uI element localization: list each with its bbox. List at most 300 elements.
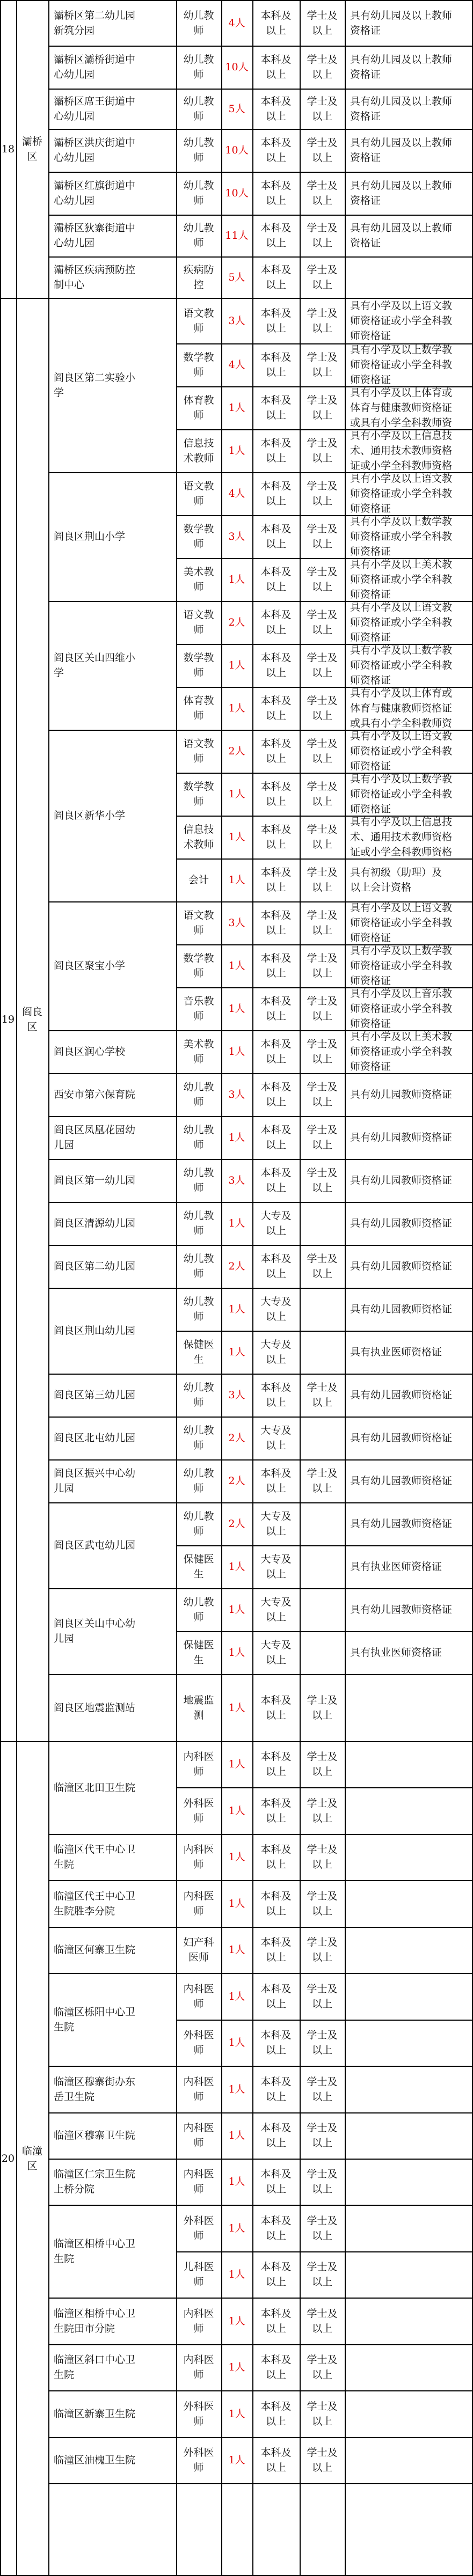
qualification-requirement xyxy=(345,1116,473,1159)
cell-text: 1人 xyxy=(228,1132,245,1143)
cell-text: 具有小学及以上数学教 师资格证或小学全科教 师资格证 xyxy=(350,344,453,386)
headcount xyxy=(221,1245,252,1288)
headcount xyxy=(221,1588,252,1631)
qualification-requirement xyxy=(345,601,473,644)
employer-name xyxy=(48,1073,176,1116)
qualification-requirement xyxy=(345,816,473,858)
cell-text: 幼儿教 师 xyxy=(183,1124,214,1151)
cell-text: 临潼区代王中心卫 生院 xyxy=(54,1844,136,1870)
headcount xyxy=(221,386,252,429)
headcount xyxy=(221,1834,252,1880)
qualification-requirement xyxy=(345,172,473,215)
employer-name xyxy=(48,2205,176,2298)
headcount xyxy=(221,1202,252,1245)
cell-text: 本科及 以上 xyxy=(260,2307,292,2335)
cell-text: 阎良区关山中心幼 儿园 xyxy=(54,1618,136,1645)
position-math xyxy=(176,773,221,816)
qualification-requirement xyxy=(345,0,473,46)
education-requirement xyxy=(252,1674,300,1741)
cell-text: 学士及 以上 xyxy=(307,995,338,1022)
cell-text: 临潼区穆寨街办东 岳卫生院 xyxy=(54,2075,136,2103)
degree-requirement xyxy=(300,687,345,730)
position-surg xyxy=(176,2020,221,2066)
qualification-requirement xyxy=(345,472,473,515)
education-requirement xyxy=(252,215,300,256)
cell-text: 学士及 以上 xyxy=(307,952,338,979)
cell-text: 学士及 以上 xyxy=(307,781,338,808)
education-requirement xyxy=(252,2390,300,2437)
cell-text: 本科及 以上 xyxy=(260,2447,292,2474)
cell-text: 本科及 以上 xyxy=(260,1081,292,1108)
position-kid xyxy=(176,1073,221,1116)
employer-name xyxy=(48,1030,176,1073)
cell-text: 数学教 师 xyxy=(183,351,214,378)
cell-text: 具有小学及以上数学教 师资格证或小学全科教 师资格证 xyxy=(350,516,453,557)
cell-text: 阎良区第三幼儿园 xyxy=(54,1389,136,1401)
education-requirement xyxy=(252,901,300,944)
education-requirement xyxy=(252,730,300,773)
headcount xyxy=(221,1545,252,1588)
cell-text: 学士及 以上 xyxy=(307,2447,338,2474)
headcount xyxy=(221,601,252,644)
cell-text: 10人 xyxy=(225,187,249,199)
degree-requirement xyxy=(300,1159,345,1202)
education-requirement xyxy=(252,172,300,215)
position-art xyxy=(176,1030,221,1073)
cell-text: 临潼区油槐卫生院 xyxy=(54,2454,136,2466)
headcount xyxy=(221,1459,252,1502)
education-requirement xyxy=(252,1288,300,1331)
headcount xyxy=(221,2437,252,2483)
position-int xyxy=(176,2159,221,2205)
row-index-18 xyxy=(0,0,16,298)
degree-requirement xyxy=(300,129,345,172)
cell-text: 本科及 以上 xyxy=(260,1890,292,1917)
education-requirement xyxy=(252,1073,300,1116)
cell-text: 内科医 师 xyxy=(183,1751,214,1778)
cell-text: 学士及 以上 xyxy=(307,738,338,765)
position-math xyxy=(176,944,221,987)
cell-text: 2人 xyxy=(228,745,245,757)
cell-text: 本科及 以上 xyxy=(260,566,292,593)
position-ped xyxy=(176,2251,221,2298)
cell-text: 3人 xyxy=(228,1389,245,1401)
cell-text: 临潼区仁宗卫生院 上桥分院 xyxy=(54,2168,136,2195)
headcount xyxy=(221,1674,252,1741)
cell-text: 具有执业医师资格证 xyxy=(350,1647,442,1658)
cell-text: 西安市第六保育院 xyxy=(54,1089,136,1100)
cell-text: 内科医 师 xyxy=(183,2354,214,2381)
cell-text: 具有幼儿园教师资格证 xyxy=(350,1475,453,1487)
education-requirement xyxy=(252,1927,300,1973)
employer-name xyxy=(48,1973,176,2066)
cell-text: 本科及 以上 xyxy=(260,2261,292,2288)
cell-text: 本科及 以上 xyxy=(260,1844,292,1870)
qualification-requirement xyxy=(345,944,473,987)
cell-text: 美术教 师 xyxy=(183,566,214,593)
degree-requirement xyxy=(300,1030,345,1073)
headcount xyxy=(221,172,252,215)
cell-text: 学士及 以上 xyxy=(307,867,338,893)
qualification-requirement xyxy=(345,773,473,816)
cell-text: 1人 xyxy=(228,2361,245,2373)
education-requirement xyxy=(252,2205,300,2251)
headcount xyxy=(221,1927,252,1973)
cell-text: 阎良区清源幼儿园 xyxy=(54,1217,136,1229)
degree-requirement xyxy=(300,1741,345,1787)
cell-text: 临潼区相桥中心卫 生院田市分院 xyxy=(54,2307,136,2335)
cell-text: 具有幼儿园及以上教师 资格证 xyxy=(350,54,453,80)
cell-text: 4人 xyxy=(228,359,245,371)
cell-text: 本科及 以上 xyxy=(260,437,292,464)
cell-text: 10人 xyxy=(225,144,249,156)
qualification-requirement xyxy=(345,89,473,129)
cell-text: 本科及 以上 xyxy=(260,307,292,334)
degree-requirement xyxy=(300,1834,345,1880)
education-requirement xyxy=(252,1631,300,1674)
cell-text: 幼儿教 师 xyxy=(183,1425,214,1451)
employer-name xyxy=(48,2159,176,2205)
qualification-requirement xyxy=(345,1073,473,1116)
employer-name xyxy=(48,129,176,172)
position-kid xyxy=(176,1502,221,1545)
cell-text: 幼儿教 师 xyxy=(183,1253,214,1280)
education-requirement xyxy=(252,601,300,644)
qualification-requirement xyxy=(345,1331,473,1374)
headcount xyxy=(221,1787,252,1834)
headcount xyxy=(221,1880,252,1927)
employer-name xyxy=(48,2437,176,2483)
cell-text: 学士及 以上 xyxy=(307,2354,338,2381)
cell-text: 本科及 以上 xyxy=(260,351,292,378)
headcount xyxy=(221,987,252,1030)
cell-text: 具有初级（助理）及 以上会计资格 xyxy=(350,867,442,893)
cell-text: 幼儿教 师 xyxy=(183,54,214,80)
cell-text: 学士及 以上 xyxy=(307,824,338,850)
position-kid xyxy=(176,1588,221,1631)
position-it xyxy=(176,816,221,858)
cell-text: 1人 xyxy=(228,574,245,585)
headcount xyxy=(221,1973,252,2020)
cell-text: 学士及 以上 xyxy=(307,1253,338,1280)
headcount xyxy=(221,46,252,89)
cell-text: 语文教 师 xyxy=(183,738,214,765)
employer-name xyxy=(48,215,176,256)
cell-text: 大专及 以上 xyxy=(260,1596,292,1623)
cell-text: 具有幼儿园及以上教师 资格证 xyxy=(350,95,453,122)
cell-text: 具有小学及以上体育或 体育与健康教师资格证 或具有小学全科教师资 xyxy=(350,387,453,429)
education-requirement xyxy=(252,1834,300,1880)
cell-text: 本科及 以上 xyxy=(260,1694,292,1721)
cell-text: 妇产科 医师 xyxy=(183,1936,214,1963)
cell-text: 具有小学及以上信息技 术、通用技术教师资格 证或小学全科教师资格 xyxy=(350,816,453,858)
degree-requirement xyxy=(300,515,345,558)
degree-requirement xyxy=(300,2066,345,2112)
education-requirement xyxy=(252,1202,300,1245)
cell-text: 本科及 以上 xyxy=(260,1038,292,1065)
qualification-requirement xyxy=(345,1374,473,1417)
cell-text: 1人 xyxy=(228,1346,245,1358)
position-cn xyxy=(176,601,221,644)
education-requirement xyxy=(252,2251,300,2298)
cell-text: 学士及 以上 xyxy=(307,437,338,464)
education-requirement xyxy=(252,386,300,429)
degree-requirement xyxy=(300,773,345,816)
cell-text: 本科及 以上 xyxy=(260,394,292,421)
headcount xyxy=(221,429,252,472)
cell-text: 1人 xyxy=(228,659,245,671)
headcount xyxy=(221,730,252,773)
employer-name xyxy=(48,1459,176,1502)
qualification-requirement xyxy=(345,215,473,256)
cell-text: 学士及 以上 xyxy=(307,1467,338,1494)
degree-requirement xyxy=(300,343,345,386)
qualification-requirement xyxy=(345,858,473,901)
qualification-requirement xyxy=(345,987,473,1030)
cell-text: 本科及 以上 xyxy=(260,2029,292,2056)
position-int xyxy=(176,2112,221,2159)
cell-text: 学士及 以上 xyxy=(307,1694,338,1721)
cell-text: 本科及 以上 xyxy=(260,222,292,249)
cell-text: 学士及 以上 xyxy=(307,2261,338,2288)
cell-text: 4人 xyxy=(228,488,245,500)
headcount xyxy=(221,0,252,46)
cell-text: 3人 xyxy=(228,917,245,929)
degree-requirement xyxy=(300,858,345,901)
education-requirement xyxy=(252,1880,300,1927)
cell-text: 1人 xyxy=(228,1604,245,1616)
cell-text: 阎良区聚宝小学 xyxy=(54,960,126,972)
position-kid xyxy=(176,0,221,46)
degree-requirement xyxy=(300,1459,345,1502)
cell-text: 临潼区 xyxy=(21,2145,42,2172)
cell-text: 灞桥区疾病预防控 制中心 xyxy=(54,263,136,291)
cell-text: 外科医 师 xyxy=(183,2400,214,2427)
cell-text: 10人 xyxy=(225,61,249,73)
cell-text: 学士及 以上 xyxy=(307,480,338,507)
cell-text: 本科及 以上 xyxy=(260,2075,292,2103)
degree-requirement xyxy=(300,472,345,515)
degree-requirement xyxy=(300,1116,345,1159)
qualification-requirement xyxy=(345,1588,473,1631)
degree-requirement xyxy=(300,0,345,46)
position-music xyxy=(176,987,221,1030)
position-art xyxy=(176,558,221,601)
degree-requirement xyxy=(300,298,345,343)
employer-name xyxy=(48,901,176,1030)
position-kid xyxy=(176,215,221,256)
cell-text: 1人 xyxy=(228,2037,245,2049)
cell-text: 学士及 以上 xyxy=(307,180,338,207)
cell-text: 临潼区北田卫生院 xyxy=(54,1781,136,1794)
headcount xyxy=(221,2390,252,2437)
headcount xyxy=(221,1288,252,1331)
degree-requirement xyxy=(300,944,345,987)
cell-text: 本科及 以上 xyxy=(260,909,292,936)
qualification-requirement xyxy=(345,429,473,472)
cell-text: 具有幼儿园教师资格证 xyxy=(350,1518,453,1530)
position-nurse xyxy=(176,1545,221,1588)
cell-text: 1人 xyxy=(228,2408,245,2420)
cell-text: 幼儿教 师 xyxy=(183,180,214,207)
position-surg xyxy=(176,1787,221,1834)
cell-text: 大专及 以上 xyxy=(260,1210,292,1237)
cell-text: 本科及 以上 xyxy=(260,137,292,164)
position-kid xyxy=(176,1417,221,1459)
cell-text: 1人 xyxy=(228,2083,245,2095)
cell-text: 1人 xyxy=(228,1851,245,1863)
cell-text: 本科及 以上 xyxy=(260,952,292,979)
cell-text: 灞桥区红旗街道中 心幼儿园 xyxy=(54,180,136,207)
position-math xyxy=(176,644,221,687)
headcount xyxy=(221,644,252,687)
education-requirement xyxy=(252,129,300,172)
cell-text: 疾病防 控 xyxy=(183,263,214,291)
cell-text: 临潼区栎阳中心卫 生院 xyxy=(54,2006,136,2033)
cell-text: 1人 xyxy=(228,2130,245,2141)
qualification-requirement xyxy=(345,1459,473,1502)
cell-text: 阎良区第二实验小 学 xyxy=(54,371,136,399)
position-int xyxy=(176,2298,221,2344)
degree-requirement xyxy=(300,2112,345,2159)
cell-text: 本科及 以上 xyxy=(260,995,292,1022)
qualification-requirement xyxy=(345,558,473,601)
cell-text: 阎良区北屯幼儿园 xyxy=(54,1432,136,1444)
degree-requirement xyxy=(300,1374,345,1417)
cell-text: 具有幼儿园及以上教师 资格证 xyxy=(350,9,453,36)
qualification-requirement xyxy=(345,46,473,89)
employer-name xyxy=(48,172,176,215)
cell-text: 大专及 以上 xyxy=(260,1639,292,1666)
cell-text: 临潼区穆寨卫生院 xyxy=(54,2130,136,2141)
education-requirement xyxy=(252,256,300,298)
headcount xyxy=(221,472,252,515)
position-kid xyxy=(176,1288,221,1331)
cell-text: 内科医 师 xyxy=(183,1983,214,2010)
cell-text: 3人 xyxy=(228,1089,245,1100)
headcount xyxy=(221,129,252,172)
headcount xyxy=(221,2298,252,2344)
position-kid xyxy=(176,1245,221,1288)
cell-text: 具有小学及以上语文教 师资格证或小学全科教 师资格证 xyxy=(350,473,453,515)
cell-text: 1人 xyxy=(228,1561,245,1573)
education-requirement xyxy=(252,1374,300,1417)
cell-text: 本科及 以上 xyxy=(260,480,292,507)
education-requirement xyxy=(252,816,300,858)
cell-text: 学士及 以上 xyxy=(307,1797,338,1824)
employer-name xyxy=(48,601,176,730)
cell-text: 学士及 以上 xyxy=(307,2029,338,2056)
cell-text: 1人 xyxy=(228,1990,245,2002)
qualification-requirement xyxy=(345,1202,473,1245)
employer-name xyxy=(48,1741,176,1834)
cell-text: 外科医 师 xyxy=(183,2214,214,2242)
cell-text: 幼儿教 师 xyxy=(183,1510,214,1537)
cell-text: 具有幼儿园及以上教师 资格证 xyxy=(350,180,453,207)
headcount xyxy=(221,901,252,944)
cell-text: 学士及 以上 xyxy=(307,695,338,722)
cell-text: 本科及 以上 xyxy=(260,180,292,207)
headcount xyxy=(221,1502,252,1545)
position-int xyxy=(176,1741,221,1787)
qualification-requirement xyxy=(345,129,473,172)
cell-text: 幼儿教 师 xyxy=(183,137,214,164)
cell-text: 具有幼儿园教师资格证 xyxy=(350,1260,453,1272)
cell-text: 1人 xyxy=(228,2269,245,2280)
cell-text: 阎良区新华小学 xyxy=(54,810,126,821)
cell-text: 大专及 以上 xyxy=(260,1296,292,1323)
cell-text: 本科及 以上 xyxy=(260,54,292,80)
cell-text: 学士及 以上 xyxy=(307,2075,338,2103)
education-requirement xyxy=(252,429,300,472)
degree-requirement xyxy=(300,2390,345,2437)
cell-text: 幼儿教 师 xyxy=(183,1296,214,1323)
education-requirement xyxy=(252,2112,300,2159)
cell-text: 具有幼儿园教师资格证 xyxy=(350,1303,453,1315)
cell-text: 阎良区荆山小学 xyxy=(54,531,126,542)
cell-text: 学士及 以上 xyxy=(307,652,338,679)
employer-name xyxy=(48,1880,176,1927)
cell-text: 具有小学及以上美术教 师资格证或小学全科教 师资格证 xyxy=(350,1031,453,1073)
cell-text: 本科及 以上 xyxy=(260,9,292,36)
cell-text: 语文教 师 xyxy=(183,909,214,936)
cell-text: 本科及 以上 xyxy=(260,1983,292,2010)
headcount xyxy=(221,2020,252,2066)
position-int xyxy=(176,1834,221,1880)
position-surg xyxy=(176,2437,221,2483)
degree-requirement xyxy=(300,429,345,472)
education-requirement xyxy=(252,1502,300,1545)
cell-text: 本科及 以上 xyxy=(260,1467,292,1494)
employer-name xyxy=(48,2298,176,2344)
cell-text: 本科及 以上 xyxy=(260,1124,292,1151)
cell-text: 学士及 以上 xyxy=(307,523,338,550)
position-kid xyxy=(176,129,221,172)
cell-text: 1人 xyxy=(228,702,245,714)
degree-requirement xyxy=(300,46,345,89)
employer-name xyxy=(48,1116,176,1159)
cell-text: 具有执业医师资格证 xyxy=(350,1346,442,1358)
cell-text: 2人 xyxy=(228,1432,245,1444)
cell-text: 幼儿教 师 xyxy=(183,1382,214,1408)
education-requirement xyxy=(252,1245,300,1288)
cell-text: 阎良区荆山幼儿园 xyxy=(54,1325,136,1337)
education-requirement xyxy=(252,1331,300,1374)
position-int xyxy=(176,1973,221,2020)
qualification-requirement xyxy=(345,1159,473,1202)
cell-text: 具有幼儿园教师资格证 xyxy=(350,1389,453,1401)
cell-text: 具有小学及以上美术教 师资格证或小学全科教 师资格证 xyxy=(350,559,453,600)
position-int xyxy=(176,2344,221,2390)
degree-requirement xyxy=(300,215,345,256)
cell-text: 11人 xyxy=(225,230,249,241)
qualification-requirement xyxy=(345,644,473,687)
headcount xyxy=(221,2159,252,2205)
employer-name xyxy=(48,89,176,129)
cell-text: 内科医 师 xyxy=(183,2122,214,2149)
cell-text: 本科及 以上 xyxy=(260,2400,292,2427)
cell-text: 语文教 师 xyxy=(183,609,214,636)
cell-text: 5人 xyxy=(228,271,245,283)
qualification-requirement xyxy=(345,1631,473,1674)
cell-text: 临潼区代王中心卫 生院胜李分院 xyxy=(54,1890,136,1917)
qualification-requirement xyxy=(345,901,473,944)
employer-name xyxy=(48,2344,176,2390)
education-requirement xyxy=(252,944,300,987)
cell-text: 学士及 以上 xyxy=(307,1382,338,1408)
cell-text: 学士及 以上 xyxy=(307,2307,338,2335)
degree-requirement xyxy=(300,172,345,215)
